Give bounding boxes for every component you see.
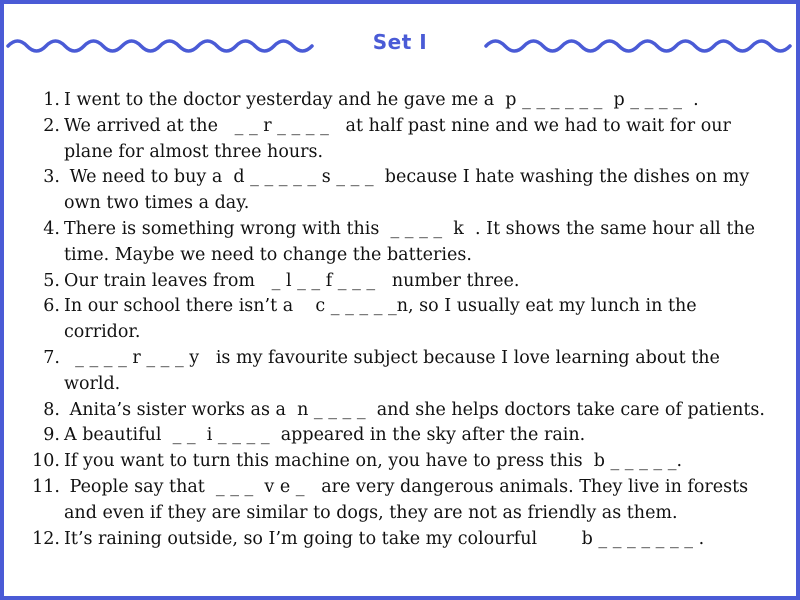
- worksheet-title: Set I: [372, 30, 428, 54]
- exercise-sentence: Our train leaves from _ l _ _ f _ _ _ number three.: [64, 270, 520, 291]
- exercise-number: 9.: [43, 425, 60, 446]
- exercise-item-7: [26, 346, 776, 398]
- exercise-number: 10.: [32, 451, 60, 472]
- exercise-number: 11.: [32, 476, 60, 497]
- exercise-item-12: [26, 527, 776, 553]
- exercise-item-10: [26, 449, 776, 475]
- exercise-sentence: A beautiful _ _ i _ _ _ _ appeared in the sky after the rain.: [64, 425, 586, 446]
- worksheet-header: [4, 4, 796, 76]
- exercise-list: [26, 88, 776, 552]
- exercise-item-9: [26, 423, 776, 449]
- exercise-item-5: [26, 269, 776, 295]
- exercise-number: 3.: [43, 167, 60, 188]
- exercise-number: 12.: [32, 528, 60, 549]
- exercise-sentence: I went to the doctor yesterday and he gave me a p _ _ _ _ _ _ p _ _ _ _ .: [64, 90, 699, 110]
- exercise-item-11: [26, 475, 776, 527]
- exercise-number: 5.: [43, 270, 60, 291]
- exercise-number: 8.: [43, 399, 60, 420]
- exercise-item-6: [26, 294, 776, 346]
- exercise-sentence: Anita’s sister works as a n _ _ _ _ and she helps doctors take care of patients.: [64, 399, 765, 420]
- exercise-number: 4.: [43, 218, 60, 239]
- exercise-item-1: [26, 88, 776, 114]
- exercise-number: 6.: [43, 296, 60, 317]
- exercise-sentence: People say that _ _ _ v e _ are very dangerous animals. They live in forests and even if they are similar to dogs, they are not as friendly as them.: [64, 476, 754, 523]
- exercise-item-3: [26, 165, 776, 217]
- exercise-item-2: [26, 114, 776, 166]
- exercise-sentence: We arrived at the _ _ r _ _ _ _ at half past nine and we had to wait for our plane for almost three hours.: [64, 115, 737, 162]
- exercise-number: 7.: [43, 347, 60, 368]
- exercise-sentence: It’s raining outside, so I’m going to take my colourful b _ _ _ _ _ _ _ .: [64, 528, 705, 549]
- exercise-number: 1.: [43, 90, 60, 110]
- exercise-sentence: In our school there isn’t a c _ _ _ _ _n, so I usually eat my lunch in the corridor.: [64, 296, 703, 343]
- exercise-number: 2.: [43, 115, 60, 136]
- exercise-sentence: _ _ _ _ r _ _ _ y is my favourite subject because I love learning about the world.: [64, 347, 726, 394]
- exercise-sentence: We need to buy a d _ _ _ _ _ s _ _ _ because I hate washing the dishes on my own two times a day.: [64, 167, 755, 214]
- exercise-item-8: [26, 398, 776, 424]
- exercise-sentence: If you want to turn this machine on, you have to press this b _ _ _ _ _.: [64, 451, 683, 472]
- exercise-item-4: [26, 217, 776, 269]
- exercise-sentence: There is something wrong with this _ _ _ _ k . It shows the same hour all the time. Maybe we need to change the batteries.: [64, 218, 761, 265]
